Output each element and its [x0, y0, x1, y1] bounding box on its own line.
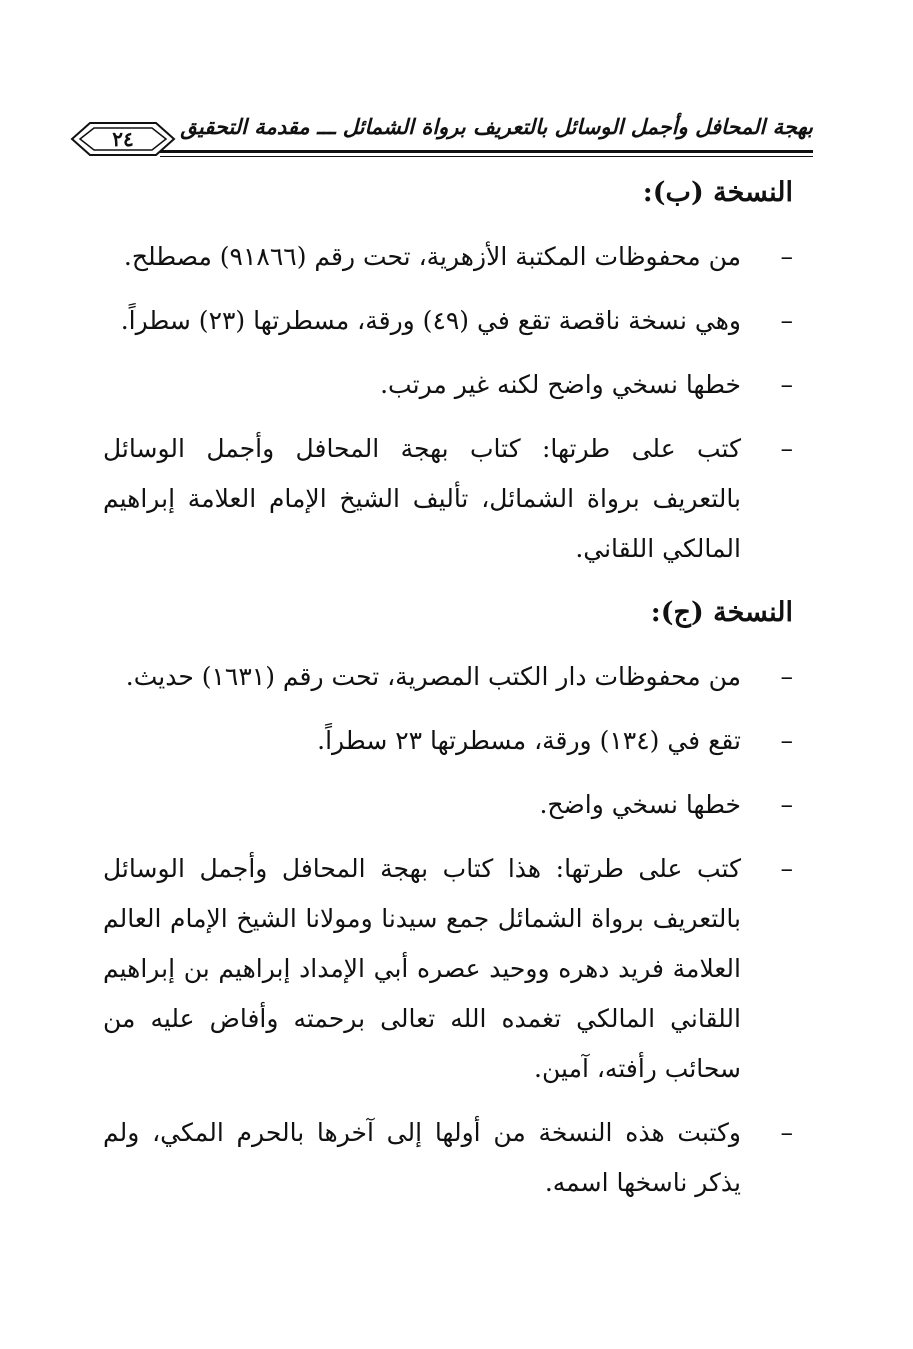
page-body	[103, 168, 793, 1222]
section-heading-b: النسخة (ب):	[642, 177, 793, 208]
list-item: – من محفوظات دار الكتب المصرية، تحت رقم (١٦٣١) حديث.	[103, 652, 793, 702]
section-c-list	[103, 652, 793, 1208]
dash-bullet-icon: –	[780, 242, 793, 271]
dash-bullet-icon: –	[780, 662, 793, 691]
header-rule	[160, 150, 813, 153]
dash-bullet-icon: –	[780, 726, 793, 755]
dash-bullet-icon: –	[780, 370, 793, 399]
list-item: – كتب على طرتها: كتاب بهجة المحافل وأجمل الوسائل بالتعريف برواة الشمائل، تأليف الشيخ الإمام العلامة إبراهيم المالكي اللقاني.	[103, 424, 793, 574]
dash-bullet-icon: –	[780, 434, 793, 463]
list-item: – وكتبت هذه النسخة من أولها إلى آخرها بالحرم المكي، ولم يذكر ناسخها اسمه.	[103, 1108, 793, 1208]
list-item: – خطها نسخي واضح لكنه غير مرتب.	[103, 360, 793, 410]
list-item: – تقع في (١٣٤) ورقة، مسطرتها ٢٣ سطراً.	[103, 716, 793, 766]
dash-bullet-icon: –	[780, 790, 793, 819]
section-b-list	[103, 232, 793, 574]
dash-bullet-icon: –	[780, 1118, 793, 1147]
section-heading-c: النسخة (ج):	[650, 597, 793, 628]
list-item: – خطها نسخي واضح.	[103, 780, 793, 830]
list-item: – من محفوظات المكتبة الأزهرية، تحت رقم (٩١٨٦٦) مصطلح.	[103, 232, 793, 282]
running-title: بهجة المحافل وأجمل الوسائل بالتعريف برواة الشمائل ـــ مقدمة التحقيق	[180, 114, 813, 139]
page-number: ٢٤	[112, 127, 134, 151]
list-item: – وهي نسخة ناقصة تقع في (٤٩) ورقة، مسطرتها (٢٣) سطراً.	[103, 296, 793, 346]
dash-bullet-icon: –	[780, 306, 793, 335]
dash-bullet-icon: –	[780, 854, 793, 883]
header-rule-thin	[160, 156, 813, 157]
list-item: – كتب على طرتها: هذا كتاب بهجة المحافل وأجمل الوسائل بالتعريف برواة الشمائل جمع سيدنا ومولانا الشيخ الإمام العالم العلامة فريد دهره ووحيد عصره أبي الإمداد إبراهيم بن إبراهيم اللقاني المالكي تغمده الله تعالى برحمته وأفاض عليه من سحائب رأفته، آمين.	[103, 844, 793, 1094]
